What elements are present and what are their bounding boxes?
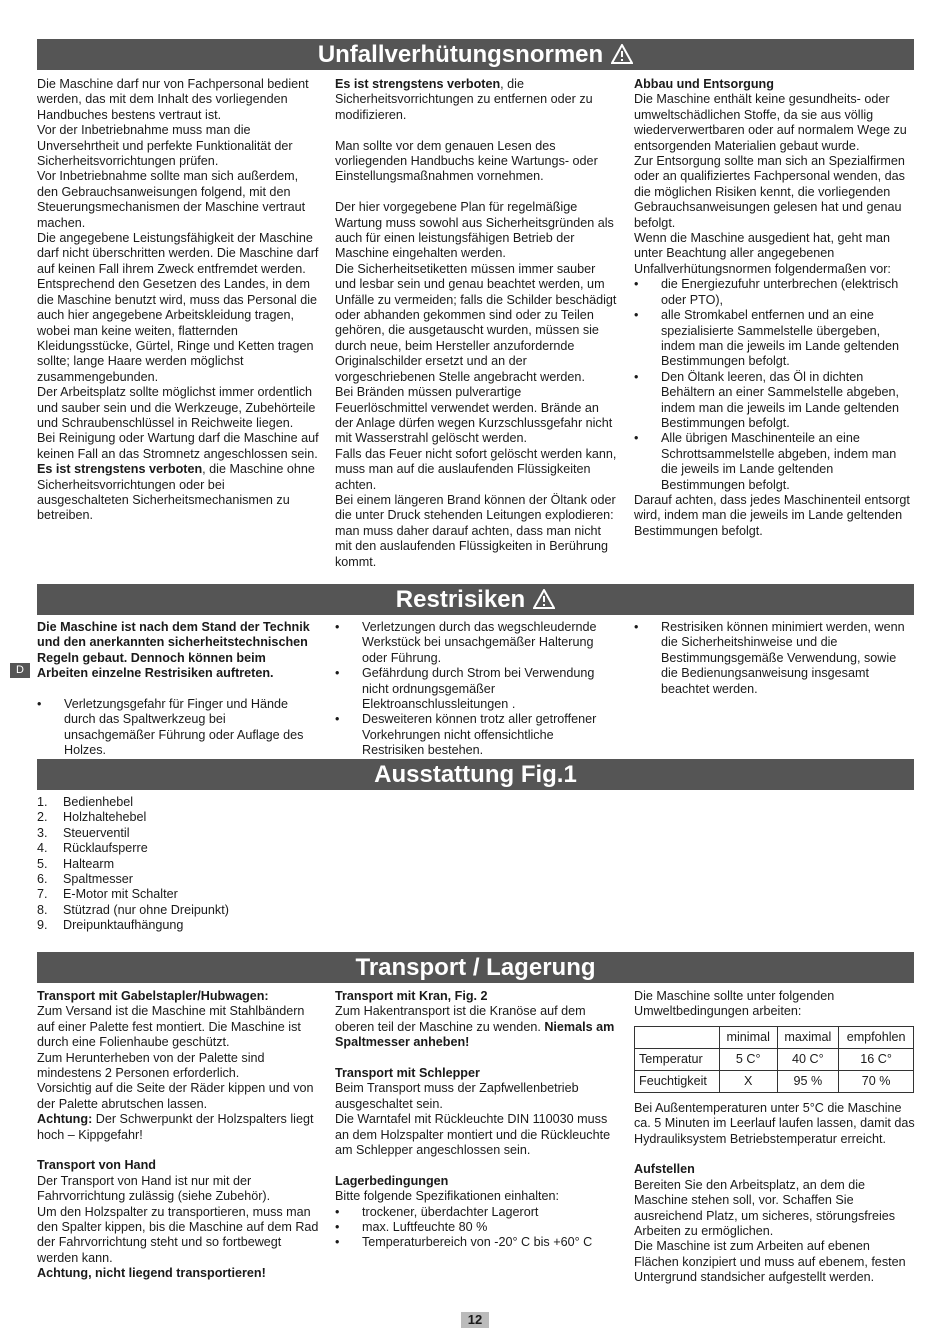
list-item: • Verletzungen durch das wegschleudernde Werkstück bei unsachgemäßer Halterung oder Führung. — [335, 620, 617, 666]
paragraph — [37, 462, 319, 524]
text: Zum Hakentransport ist die Kranöse auf dem oberen teil der Maschine zu wenden. — [335, 1004, 586, 1034]
sec1-column-1 — [37, 77, 319, 524]
language-tag: D — [10, 663, 30, 678]
paragraph: Wenn die Maschine ausgedient hat, geht man unter Beachtung aller angegebenen Unfallverhütungsnormen folgendermaßen vor: — [634, 231, 891, 276]
paragraph: Falls das Feuer nicht sofort gelöscht werden kann, muss man auf die auslaufenden Flüssigkeiten achten. — [335, 446, 617, 492]
paragraph: Darauf achten, dass jedes Maschinenteil entsorgt wird, indem man die jeweils im Lande geltenden Bestimmungen befolgt. — [634, 492, 910, 538]
subheading: Abbau und Entsorgung — [634, 77, 774, 91]
list-item: • Temperaturbereich von -20° C bis +60° C — [335, 1235, 617, 1250]
table-cell: 40 C° — [777, 1048, 839, 1070]
item-number: 3. — [37, 825, 48, 840]
item-label: Holzhaltehebel — [63, 810, 147, 825]
sec2-column-1 — [37, 620, 319, 759]
paragraph: Der hier vorgegebene Plan für regelmäßige Wartung muss sowohl aus Sicherheitsgründen als auch für einen leistungsfähigen Betrieb der Maschine eingehalten werden. — [335, 200, 614, 261]
paragraph: Die Maschine ist zum Arbeiten auf ebenen Flächen konzipiert und muss auf ebenem, festen Untergrund standsicher aufgestellt werden. — [634, 1239, 906, 1285]
paragraph: Vor Inbetriebnahme sollte man sich außerdem, den Gebrauchsanweisungen folgend, mit den Steuerungsmechanismen der Maschine vertraut machen. — [37, 169, 306, 230]
item-number: 4. — [37, 841, 48, 856]
list-item — [37, 795, 437, 810]
table-cell: minimal — [719, 1026, 777, 1048]
paragraph: Bei Reinigung oder Wartung darf die Maschine auf keinen Fall an das Stromnetz angeschlossen sein. — [37, 431, 319, 461]
list-item: • trockener, überdachter Lagerort — [335, 1205, 617, 1220]
section-header-ausstattung — [37, 759, 914, 790]
list-item — [37, 857, 437, 872]
paragraph — [335, 1004, 617, 1050]
subheading: Lagerbedingungen — [335, 1173, 449, 1188]
paragraph: Zum Herunterheben von der Palette sind mindestens 2 Personen erforderlich. — [37, 1050, 265, 1081]
intro-text: Die Maschine ist nach dem Stand der Technik und den anerkannten sicherheitstechnischen Regeln gebaut. Dennoch können beim Arbeiten einzelne Restrisiken auftreten. — [37, 620, 310, 681]
item-label: E-Motor mit Schalter — [63, 887, 178, 902]
environment-table — [634, 1026, 914, 1093]
risk-list — [634, 620, 916, 697]
list-item — [37, 841, 437, 856]
list-item: • max. Luftfeuchte 80 % — [335, 1220, 617, 1235]
warning-icon — [533, 589, 555, 609]
list-item: • die Energiezufuhr unterbrechen (elektrisch oder PTO), — [634, 277, 916, 308]
item-label: Dreipunktaufhängung — [63, 918, 184, 933]
list-item: • Den Öltank leeren, das Öl in dichten Behältern an einer Sammelstelle abgeben, indem man die jeweils im Lande geltenden Bestimmungen befolgt. — [634, 370, 916, 432]
table-cell: Temperatur — [635, 1048, 720, 1070]
section-title: Transport / Lagerung — [355, 954, 596, 981]
subheading: Transport mit Gabelstapler/Hubwagen: — [37, 989, 269, 1003]
table-cell: 95 % — [777, 1070, 839, 1092]
paragraph: Entsprechend den Gesetzen des Landes, in dem die Maschine benutzt wird, muss das Personal die auch hier angegebene Arbeitskleidung tragen, wobei man keine weiten, flatternden Kleidungsstücke, Gürtel, Ringe und Ketten tragen sollte; lange Haare werden möglichst zusammengebunden. — [37, 277, 318, 384]
bold-text: Es ist strengstens verboten — [37, 462, 203, 477]
paragraph: Die Warntafel mit Rückleuchte DIN 110030 muss an dem Holzspalter montiert und die Rückleuchte am Schlepper angeschlossen sein. — [335, 1112, 611, 1158]
page-number: 12 — [461, 1312, 489, 1328]
subheading: Aufstellen — [634, 1162, 695, 1177]
paragraph: Um den Holzspalter zu transportieren, muss man den Spalter kippen, bis die Maschine auf dem Rad der Fahrvorrichtung steht und so fortbewegt werden kann. — [37, 1204, 319, 1265]
paragraph: Bei Außentemperaturen unter 5°C die Maschine ca. 5 Minuten im Leerlauf laufen lassen, damit das Hydrauliksystem Betriebstemperatur erreicht. — [634, 1100, 915, 1146]
paragraph: Die Maschine sollte unter folgenden Umweltbedingungen arbeiten: — [634, 989, 835, 1019]
bold-text: Es ist strengstens verboten — [335, 77, 501, 91]
table-cell: 5 C° — [719, 1048, 777, 1070]
sec1-c1-paragraphs — [37, 77, 319, 462]
paragraph: Die angegebene Leistungsfähigkeit der Maschine darf nicht überschritten werden. Die Maschine darf auf keinen Fall ihrem Zweck entfremdet werden. — [37, 231, 319, 276]
list-item: • Restrisiken können minimiert werden, wenn die Sicherheitshinweise und die Bestimmungsgemäße Verwendung, sowie die Bedienungsanweisung insgesamt beachtet werden. — [634, 620, 916, 697]
paragraph: Der Transport von Hand ist nur mit der Fahrvorrichtung zulässig (siehe Zubehör). — [37, 1173, 271, 1204]
table-cell: 16 C° — [839, 1048, 914, 1070]
list-item — [37, 810, 437, 825]
risk-list — [335, 620, 617, 759]
item-number: 5. — [37, 856, 48, 871]
text: , die Sicherheitsvorrichtungen zu entfernen oder zu modifizieren. — [335, 77, 593, 122]
sec4-column-3 — [634, 989, 916, 1286]
subheading: Transport mit Schlepper — [335, 1066, 480, 1081]
table-cell — [635, 1026, 720, 1048]
subheading: Transport mit Kran, Fig. 2 — [335, 989, 488, 1003]
sec1-c2-paragraphs — [335, 200, 617, 570]
paragraph: Man sollte vor dem genauen Lesen des vorliegenden Handbuchs keine Wartungs- oder Einstellungsmaßnahmen vornehmen. — [335, 138, 598, 184]
section-title: Ausstattung Fig.1 — [374, 761, 577, 788]
text: Der Schwerpunkt der Holzspalters liegt hoch – Kippgefahr! — [37, 1112, 314, 1142]
sec1-column-2 — [335, 77, 617, 570]
paragraph: Die Maschine enthält keine gesundheits- oder umweltschädlichen Stoffe, da sie aus völlig wiederverwertbaren oder auf normalem Wege zu entsorgenden Materialien gebaut wurde. — [634, 92, 907, 153]
item-label: Steuerventil — [63, 825, 130, 840]
table-header-row — [635, 1026, 914, 1048]
paragraph: Bei Bränden müssen pulverartige Feuerlöschmittel verwendet werden. Brände an der Anlage dürfen wegen Kurzschlussgefahr nicht mit Wasserstrahl gelöscht werden. — [335, 385, 613, 446]
list-item — [37, 826, 437, 841]
paragraph: Bei einem längeren Brand können der Öltank oder die unter Druck stehenden Leitungen explodieren: man muss daher darauf achten, dass man nicht mit den auslaufenden Flüssigkeiten in Berührung kommt. — [335, 492, 616, 569]
warning-icon — [611, 44, 633, 64]
table-cell: maximal — [777, 1026, 839, 1048]
paragraph: Zur Entsorgung sollte man sich an Spezialfirmen oder an qualifiziertes Fachpersonal wenden, das die möglichen Risiken kennt, die vorliegenden Gebrauchsanweisungen gelesen hat und genau befolgt. — [634, 154, 905, 230]
paragraph: Die Maschine darf nur von Fachpersonal bedient werden, das mit dem Inhalt des vorliegenden Handbuches bestens vertraut ist. — [37, 77, 309, 122]
paragraph: Vor der Inbetriebnahme muss man die Unversehrtheit und perfekte Funktionalität der Sicherheitsvorrichtungen prüfen. — [37, 123, 293, 169]
list-item: • Desweiteren können trotz aller getroffener Vorkehrungen nicht offensichtliche Restrisiken bestehen. — [335, 712, 617, 758]
list-item — [37, 872, 437, 887]
list-item — [37, 918, 437, 933]
sec3-column — [37, 795, 437, 934]
list-item: • alle Stromkabel entfernen und an eine spezialisierte Sammelstelle übergeben, indem man die jeweils im Lande geltenden Bestimmungen befolgt. — [634, 308, 916, 370]
paragraph: Der Arbeitsplatz sollte möglichst immer ordentlich und sauber sein und die Werkzeuge, Zubehörteile und Schraubenschlüssel in Reichweite liegen. — [37, 385, 316, 430]
paragraph: Bereiten Sie den Arbeitsplatz, an dem die Maschine stehen soll, vor. Schaffen Sie ausreichend Platz, um sicheres, störungsfreies Arbeiten zu ermöglichen. — [634, 1177, 896, 1239]
risk-list — [37, 697, 319, 759]
bold-text: Niemals am Spaltmesser anheben! — [335, 1019, 615, 1050]
item-label: Spaltmesser — [63, 872, 133, 887]
paragraph: Bitte folgende Spezifikationen einhalten: — [335, 1189, 560, 1204]
list-item — [37, 903, 437, 918]
list-item: • Alle übrigen Maschinenteile an eine Schrottsammelstelle abgeben, indem man die jeweils im Lande geltenden Bestimmungen befolgt. — [634, 431, 916, 493]
paragraph: Zum Versand ist die Maschine mit Stahlbändern auf einer Palette fest montiert. Die Maschine ist durch eine Folienhaube geschützt. — [37, 1004, 305, 1050]
item-label: Stützrad (nur ohne Dreipunkt) — [63, 902, 229, 917]
storage-list — [335, 1205, 617, 1251]
paragraph: Vorsichtig auf die Seite der Räder kippen und von der Palette abrutschen lassen. — [37, 1081, 314, 1111]
item-label: Bedienhebel — [63, 795, 134, 809]
sec2-column-3 — [634, 620, 916, 697]
disposal-list — [634, 277, 916, 493]
table-cell: Feuchtigkeit — [635, 1070, 720, 1092]
item-number: 1. — [37, 795, 48, 809]
list-item: • Verletzungsgefahr für Finger und Hände durch das Spaltwerkzeug bei unsachgemäßer Führung oder Auflage des Holzes. — [37, 697, 319, 759]
section-header-transport — [37, 952, 914, 983]
section-header-unfallverhuetung — [37, 39, 914, 70]
item-number: 6. — [37, 872, 48, 887]
warning-text: Achtung, nicht liegend transportieren! — [37, 1266, 266, 1281]
list-item — [37, 887, 437, 902]
item-label: Haltearm — [63, 856, 115, 871]
item-number: 8. — [37, 902, 48, 917]
section-title: Restrisiken — [395, 586, 526, 613]
section-header-restrisiken — [37, 584, 914, 615]
sec2-column-2 — [335, 620, 617, 759]
item-number: 9. — [37, 918, 48, 933]
text: , die Maschine ohne Sicherheitsvorrichtungen oder bei ausgeschalteten Sicherheitsmechanismen zu betreiben. — [37, 462, 315, 523]
item-label: Rücklaufsperre — [63, 841, 148, 856]
bold-text: Achtung: — [37, 1112, 93, 1127]
table-cell: X — [719, 1070, 777, 1092]
paragraph — [37, 1112, 319, 1143]
paragraph: Die Sicherheitsetiketten müssen immer sauber und lesbar sein und genau beachtet werden, um Unfälle zu vermeiden; falls die Schilder beschädigt oder abhanden gekommen sind oder zu Teilen gehören, die ausgetauscht wurden, müssen sie durch neue, beim Hersteller anzufordernde Originalschilder ersetzt und an der vorgeschriebenen Stelle angebracht werden. — [335, 261, 617, 384]
paragraph: Beim Transport muss der Zapfwellenbetrieb ausgeschaltet sein. — [335, 1081, 579, 1111]
sec1-column-3 — [634, 77, 916, 539]
sec4-column-1 — [37, 989, 319, 1282]
section-title: Unfallverhütungsnormen — [317, 41, 604, 68]
subheading: Transport von Hand — [37, 1158, 156, 1173]
table-row — [635, 1070, 914, 1092]
table-cell: 70 % — [839, 1070, 914, 1092]
list-item: • Gefährdung durch Strom bei Verwendung nicht ordnungsgemäßer Elektroanschlussleitungen . — [335, 666, 617, 712]
sec4-column-2 — [335, 989, 617, 1251]
paragraph — [335, 77, 617, 123]
item-number: 2. — [37, 810, 48, 825]
table-cell: empfohlen — [839, 1026, 914, 1048]
equipment-list — [37, 795, 437, 934]
table-row — [635, 1048, 914, 1070]
item-number: 7. — [37, 887, 48, 902]
